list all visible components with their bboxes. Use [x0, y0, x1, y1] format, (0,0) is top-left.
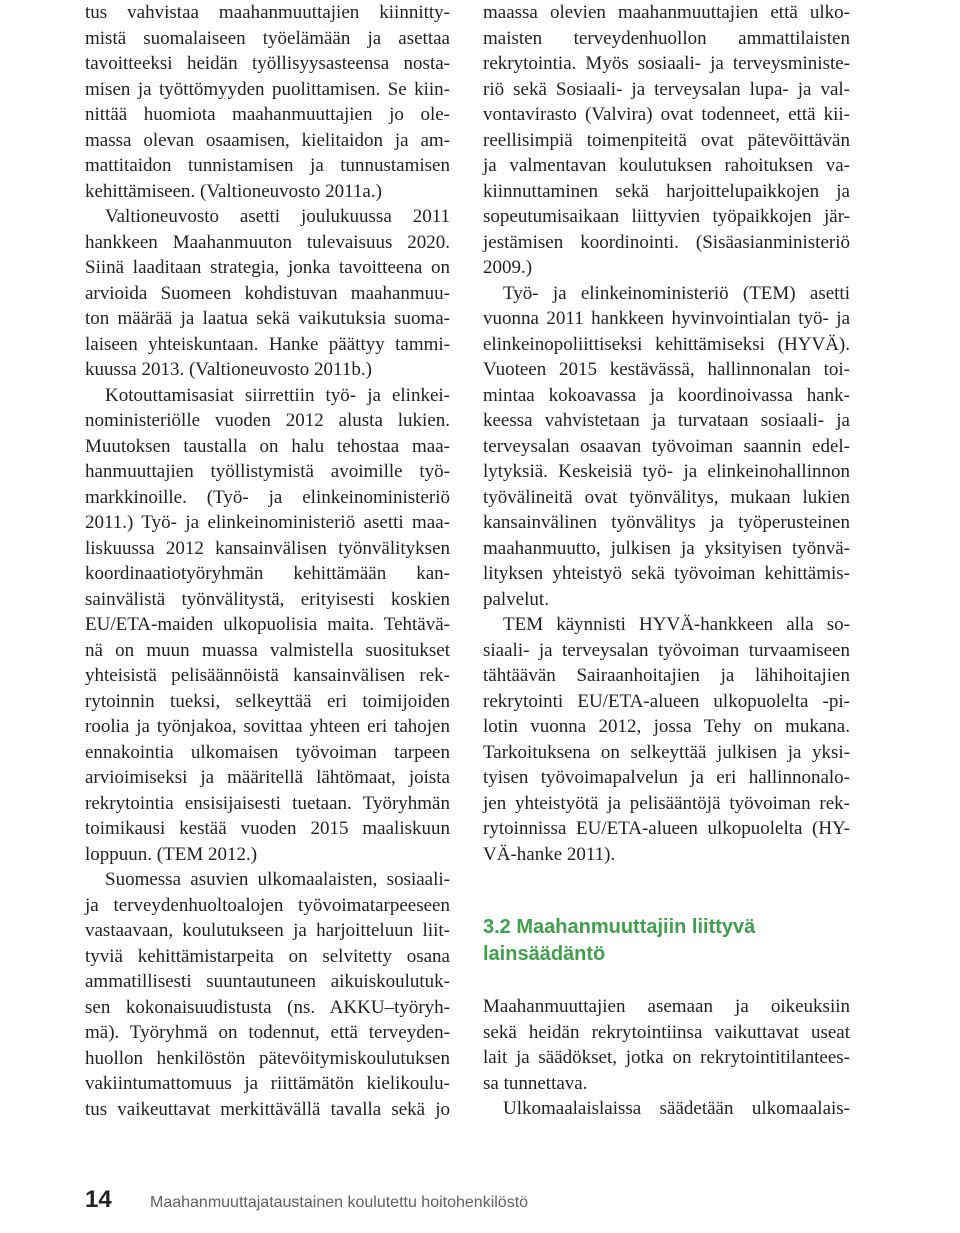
text-line: vontavirasto (Valvira) ovat todenneet, että kii-: [483, 104, 850, 125]
text-line: ammatillisesti suuntautuneen aikuiskoulutuk-: [85, 971, 450, 992]
text-line: Tarkoituksena on selkeyttää julkisen ja yksi-: [483, 741, 850, 763]
text-line: toimikausi kestää vuoden 2015 maaliskuun: [85, 818, 450, 839]
text-line: tyisen työvoimapalvelun ja eri hallinnonalo-: [483, 767, 850, 788]
text-line: Työ- ja elinkeinoministeriö (TEM) asetti: [503, 282, 850, 304]
text-line: kehittämiseen. (Valtioneuvosto 2011a.): [85, 180, 382, 202]
text-line: rytoinnissa EU/ETA-alueen ulkopuolelta (HY-: [483, 818, 850, 839]
text-line: mä). Työryhmä on todennut, että terveyden-: [85, 1022, 450, 1043]
paragraph: [85, 867, 450, 1122]
text-line: reellisimpiä toimenpiteitä ovat pätevöittävän: [483, 129, 850, 151]
text-line: lytyksiä. Keskeisiä työ- ja elinkeinohallinnon: [483, 461, 850, 482]
text-line: misen ja työttömyyden puolittamisen. Se kiin-: [85, 78, 450, 100]
text-line: rekrytointi EU/ETA-alueen ulkopuolelta -pi-: [483, 690, 850, 712]
text-line: mattitaidon tunnistamisen ja tunnustamisen: [85, 155, 450, 176]
section-heading: [483, 914, 883, 968]
text-line: elinkeinopoliittiseksi kehittämiseksi (HYVÄ).: [483, 333, 850, 355]
text-line: tähtäävän Sairaanhoitajien ja lähihoitajien: [483, 665, 850, 686]
text-line: Kotouttamisasiat siirrettiin työ- ja elinkei-: [105, 384, 450, 406]
text-line: hankkeen Maahanmuuton tulevaisuus 2020.: [85, 231, 450, 253]
section-heading-line: 3.2 Maahanmuuttajiin liittyvä: [483, 916, 756, 938]
text-line: massa olevan osaamisen, kielitaidon ja am-: [85, 129, 450, 151]
text-line: kiinnuttaminen sekä harjoittelupaikkojen ja: [483, 180, 850, 202]
text-line: hanmuuttajien työllistymistä avoimille työ-: [85, 461, 450, 482]
text-line: nittää huomiota maahanmuuttajien jo ole-: [85, 104, 450, 125]
text-line: maahanmuutto, julkisen ja yksityisen työnvä-: [483, 537, 850, 559]
text-line: laiseen yhteiskuntaan. Hanke päättyy tammi-: [85, 333, 450, 355]
left-column: [85, 0, 450, 1122]
text-line: EU/ETA-maiden ulkopuolisia maita. Tehtävä-: [85, 614, 450, 635]
paragraph: [85, 204, 450, 383]
text-line: työvälineitä ovat työnvälitys, mukaan lukien: [483, 486, 850, 508]
text-line: jen yhteistyötä ja pelisääntöjä työvoiman rek-: [483, 792, 850, 814]
text-line: VÄ-hanke 2011).: [483, 843, 616, 865]
text-line: rekrytointia ensisijaisesti tuetaan. Työryhmän: [85, 792, 450, 814]
paragraph: [483, 994, 850, 1096]
text-line: Siinä laaditaan strategia, jonka tavoitteena on: [85, 257, 450, 278]
text-line: Vuoteen 2015 kestävässä, hallinnonalan toi-: [483, 359, 850, 380]
text-line: tavoitteeksi heidän työllisyysasteensa nosta-: [85, 53, 450, 74]
text-line: liskuussa 2012 kansainvälisen työnvälityksen: [85, 537, 450, 559]
text-line: sekä heidän rekrytointiinsa vaikuttavat useat: [483, 1021, 850, 1043]
text-line: huollon henkilöstön pätevöitymiskoulutuksen: [85, 1047, 450, 1069]
page-footer: [85, 1186, 528, 1214]
text-line: terveysalan osaavan työvoiman saannin edel-: [483, 435, 850, 457]
text-line: mintaa kokoavassa ja koordinoivassa hank-: [483, 384, 850, 406]
text-line: riö sekä Sosiaali- ja terveysalan lupa- ja val-: [483, 78, 850, 100]
paragraph: [483, 0, 850, 281]
right-column: [483, 0, 850, 867]
text-line: kansainvälinen työnvälitys ja työperusteinen: [483, 512, 850, 533]
paragraph: [85, 383, 450, 868]
text-line: ennakointia ulkomaisen työvoiman tarpeen: [85, 741, 450, 763]
text-line: nä on muun muassa valmistella suositukset: [85, 639, 450, 661]
text-line: TEM käynnisti HYVÄ-hankkeen alla so-: [503, 614, 850, 635]
text-line: lotin vuonna 2012, jossa Tehy on mukana.: [483, 716, 850, 737]
text-line: mistä suomalaiseen työelämään ja asettaa: [85, 27, 450, 49]
section-body: [483, 994, 850, 1122]
text-line: Muutoksen taustalla on halu tehostaa maa-: [85, 435, 450, 457]
text-line: kuussa 2013. (Valtioneuvosto 2011b.): [85, 359, 372, 380]
text-line: lityksen yhteistyö sekä työvoiman kehittämis-: [483, 563, 850, 584]
text-line: maassa olevien maahanmuuttajien että ulko-: [483, 2, 850, 23]
text-line: maisten terveydenhuollon ammattilaisten: [483, 27, 850, 49]
text-line: Valtioneuvosto asetti joulukuussa 2011: [105, 206, 450, 227]
text-line: tus vahvistaa maahanmuuttajien kiinnitty-: [85, 2, 450, 23]
text-line: koordinaatiotyöryhmän kehittämään kan-: [85, 563, 450, 584]
text-line: markkinoille. (Työ- ja elinkeinoministeriö: [85, 486, 450, 508]
paragraph: [483, 281, 850, 613]
page-number: 14: [85, 1186, 112, 1213]
text-line: rekrytointia. Myös sosiaali- ja terveysministe-: [483, 53, 850, 74]
text-line: 2011.) Työ- ja elinkeinoministeriö asetti maa-: [85, 512, 450, 533]
text-line: tus vaikeuttavat merkittävällä tavalla sekä jo: [85, 1098, 450, 1120]
section-heading-line: lainsäädäntö: [483, 943, 606, 965]
text-line: Maahanmuuttajien asemaan ja oikeuksiin: [483, 996, 850, 1017]
text-line: roolia ja työnjakoa, sovittaa yhteen eri tahojen: [85, 716, 450, 737]
text-line: yhteisistä pelisäännöistä kansainvälisen rek-: [85, 665, 450, 686]
text-line: jestämisen koordinointi. (Sisäasianministeriö: [483, 231, 850, 253]
text-line: sainvälistä työnvälitystä, erityisesti koskien: [85, 588, 450, 610]
text-line: arvioimiseksi ja määritellä lähtömaat, joista: [85, 767, 450, 788]
text-line: Ulkomaalaislaissa säädetään ulkomaalais-: [503, 1098, 850, 1119]
text-line: vuonna 2011 hankkeen hyvinvointialan työ- ja: [483, 308, 850, 329]
text-line: vakiintumattomuus ja riittämätön kielikoulu-: [85, 1073, 450, 1094]
text-line: siaali- ja terveysalan työvoiman turvaamiseen: [483, 639, 850, 661]
text-line: lait ja säädökset, jotka on rekrytointitilantees-: [483, 1047, 850, 1068]
text-line: tyviä kehittämistarpeita on selvitetty osana: [85, 945, 450, 967]
footer-title: Maahanmuuttajataustainen koulutettu hoitohenkilöstö: [150, 1194, 529, 1211]
text-line: ja terveydenhuoltoalojen työvoimatarpeeseen: [85, 894, 450, 916]
text-line: ton määrää ja laatua sekä vaikutuksia suoma-: [85, 308, 450, 329]
text-line: arvioida Suomeen kohdistuvan maahanmuu-: [85, 282, 450, 304]
paragraph: [483, 1096, 850, 1122]
text-line: palvelut.: [483, 588, 549, 610]
text-line: vastaavaan, koulutukseen ja harjoitteluun liit-: [85, 920, 450, 941]
text-line: Suomessa asuvien ulkomaalaisten, sosiaali-: [105, 869, 450, 890]
text-line: sopeutumisaikaan liittyvien työpaikkojen jär-: [483, 206, 850, 227]
text-line: noministeriölle vuoden 2012 alusta lukien.: [85, 410, 450, 431]
text-line: rytoinnin tueksi, selkeyttää eri toimijoiden: [85, 690, 450, 712]
paragraph: [483, 612, 850, 867]
text-line: sa tunnettava.: [483, 1072, 588, 1094]
paragraph: [85, 0, 450, 204]
text-line: sen kokonaisuudistusta (ns. AKKU–työryh-: [85, 996, 450, 1018]
text-line: 2009.): [483, 257, 533, 278]
text-line: keessa vahvistetaan ja turvataan sosiaali- ja: [483, 410, 850, 431]
text-line: ja valmentavan koulutuksen rahoituksen va-: [483, 155, 850, 176]
text-line: loppuun. (TEM 2012.): [85, 843, 258, 865]
